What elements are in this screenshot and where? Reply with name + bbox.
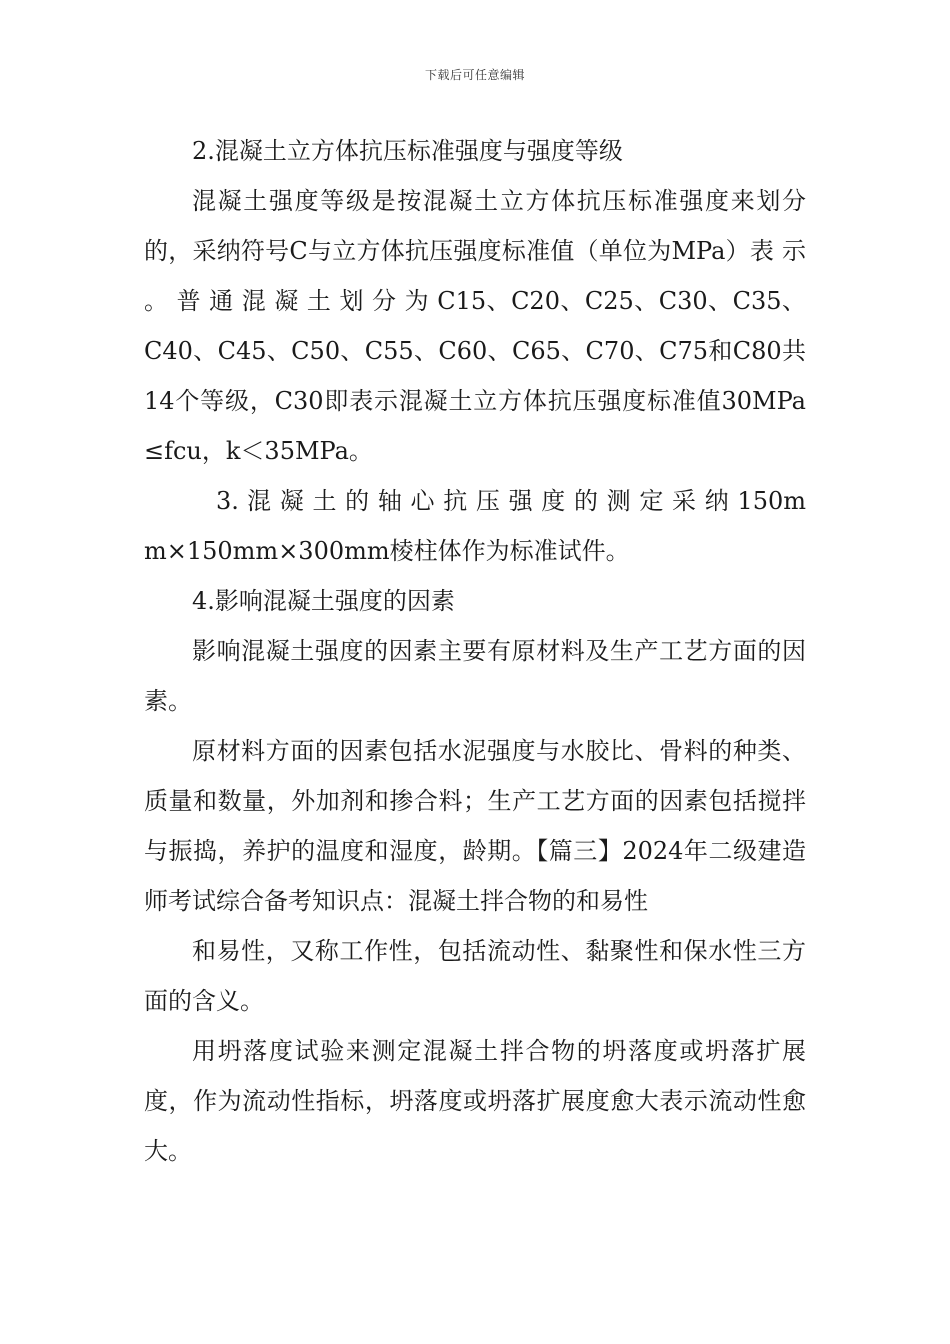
section-heading-4: 4.影响混凝土强度的因素 [192,587,455,615]
paragraph-factors-intro: 影响混凝土强度的因素主要有原材料及生产工艺方面的因素。 [144,637,806,715]
paragraph-strength-grades: 混凝土强度等级是按混凝土立方体抗压标准强度来划分的，采纳符号C与立方体抗压强度标准值（单位为MPa）表 示 。 普 通 混 凝 土 划 分 为 C15、C20、C25、C30、C35、C40、C45、C50、C55、C60、C65、C70、C75和C80共14个等级，C30即表示混凝土立方体抗压强度标准值30MPa≤fcu，k＜35MPa。 [144,187,806,465]
section-axial-strength: 3. 混 凝 土 的 轴 心 抗 压 强 度 的 测 定 采 纳 150mm×150mm×300mm棱柱体作为标准试件。 [144,487,806,565]
document-body [144,126,806,1176]
page-header-note: 下载后可任意编辑 [424,68,525,82]
paragraph-factors-detail: 原材料方面的因素包括水泥强度与水胶比、骨料的种类、质量和数量，外加剂和掺合料；生产工艺方面的因素包括搅拌与振捣，养护的温度和湿度，龄期。【篇三】2024年二级建造师考试综合备考知识点：混凝土拌合物的和易性 [144,737,806,915]
paragraph-workability-def: 和易性，又称工作性，包括流动性、黏聚性和保水性三方面的含义。 [144,937,806,1015]
section-heading-2: 2.混凝土立方体抗压标准强度与强度等级 [192,137,623,165]
paragraph-slump-test: 用坍落度试验来测定混凝土拌合物的坍落度或坍落扩展度，作为流动性指标，坍落度或坍落扩展度愈大表示流动性愈大。 [144,1037,806,1165]
